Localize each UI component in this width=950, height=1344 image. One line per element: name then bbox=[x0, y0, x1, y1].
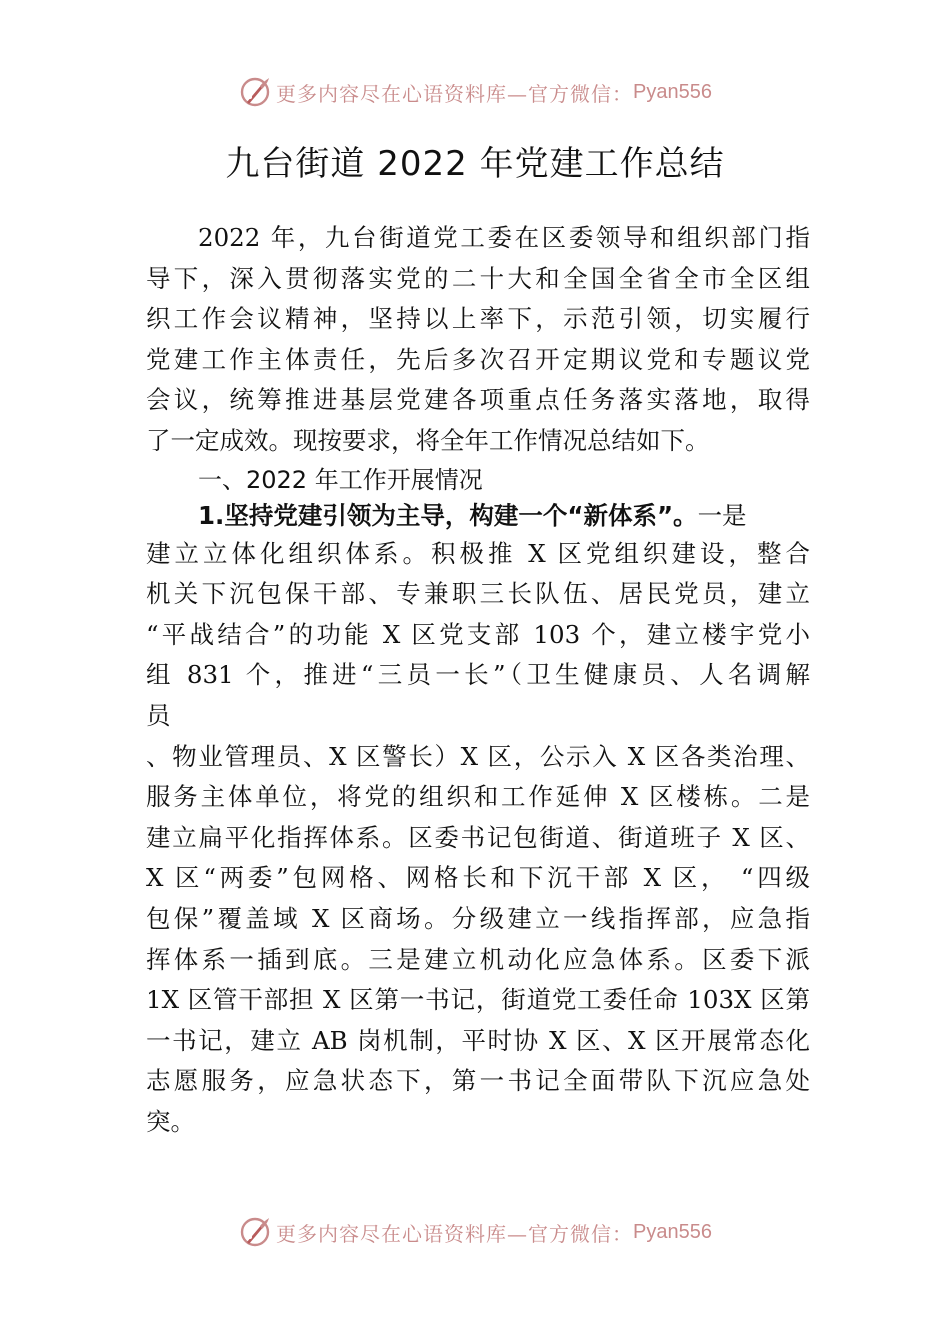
body-line: 1X 区管干部担 X 区第一书记，街道党工委任命 103X 区第 bbox=[146, 985, 810, 1015]
quill-logo-icon bbox=[238, 1215, 272, 1249]
intro-line: 会议，统筹推进基层党建各项重点任务落实落地，取得 bbox=[146, 385, 810, 415]
watermark-account: Pyan556 bbox=[633, 1220, 712, 1243]
body-line: 、物业管理员、X 区警长）X 区，公示入 X 区各类治理、 bbox=[146, 741, 810, 771]
point-lead-rest: 一是 bbox=[697, 500, 747, 530]
section-heading: 一、2022 年工作开展情况 bbox=[198, 465, 483, 494]
header-watermark bbox=[0, 72, 950, 112]
quill-logo-icon bbox=[238, 75, 272, 109]
body-line: 建立扁平化指挥体系。区委书记包街道、街道班子 X 区、 bbox=[146, 822, 810, 852]
body-line: 建立立体化组织体系。积极推 X 区党组织建设，整合 bbox=[146, 538, 810, 568]
body-line: “平战结合”的功能 X 区党支部 103 个，建立楼宇党小 bbox=[146, 619, 810, 649]
watermark-account: Pyan556 bbox=[633, 80, 712, 103]
body-line: 包保”覆盖域 X 区商场。分级建立一线指挥部，应急指 bbox=[146, 903, 810, 933]
point-lead-bold: 1.坚持党建引领为主导，构建一个“新体系”。 bbox=[198, 500, 698, 530]
body-line: 突。 bbox=[146, 1106, 195, 1136]
intro-line: 导下，深入贯彻落实党的二十大和全国全省全市全区组 bbox=[146, 263, 810, 293]
body-line: 机关下沉包保干部、专兼职三长队伍、居民党员，建立 bbox=[146, 579, 810, 609]
document-body bbox=[146, 218, 810, 1142]
watermark-text: 更多内容尽在心语资料库—官方微信： bbox=[276, 81, 634, 106]
body-line: 服务主体单位，将党的组织和工作延伸 X 区楼栋。二是 bbox=[146, 782, 810, 812]
intro-line: 2022 年，九台街道党工委在区委领导和组织部门指 bbox=[198, 223, 810, 252]
watermark-text: 更多内容尽在心语资料库—官方微信： bbox=[276, 1221, 634, 1246]
body-line: X 区“两委”包网格、网格长和下沉干部 X 区， “四级 bbox=[146, 863, 810, 893]
document-title: 九台街道 2022 年党建工作总结 bbox=[225, 144, 725, 184]
body-line: 志愿服务，应急状态下，第一书记全面带队下沉应急处 bbox=[146, 1066, 810, 1096]
intro-line: 党建工作主体责任，先后多次召开定期议党和专题议党 bbox=[146, 344, 810, 374]
point-lead-line bbox=[146, 498, 810, 534]
body-line: 挥体系一插到底。三是建立机动化应急体系。区委下派 bbox=[146, 944, 810, 974]
body-line: 员 bbox=[146, 700, 171, 730]
footer-watermark bbox=[0, 1212, 950, 1252]
body-line: 组 831 个，推进“三员一长”（卫生健康员、人名调解 bbox=[146, 660, 810, 690]
body-line: 一书记，建立 AB 岗机制，平时协 X 区、X 区开展常态化 bbox=[146, 1025, 810, 1055]
intro-line: 织工作会议精神，坚持以上率下，示范引领，切实履行 bbox=[146, 304, 810, 334]
intro-line: 了一定成效。现按要求，将全年工作情况总结如下。 bbox=[146, 425, 710, 455]
